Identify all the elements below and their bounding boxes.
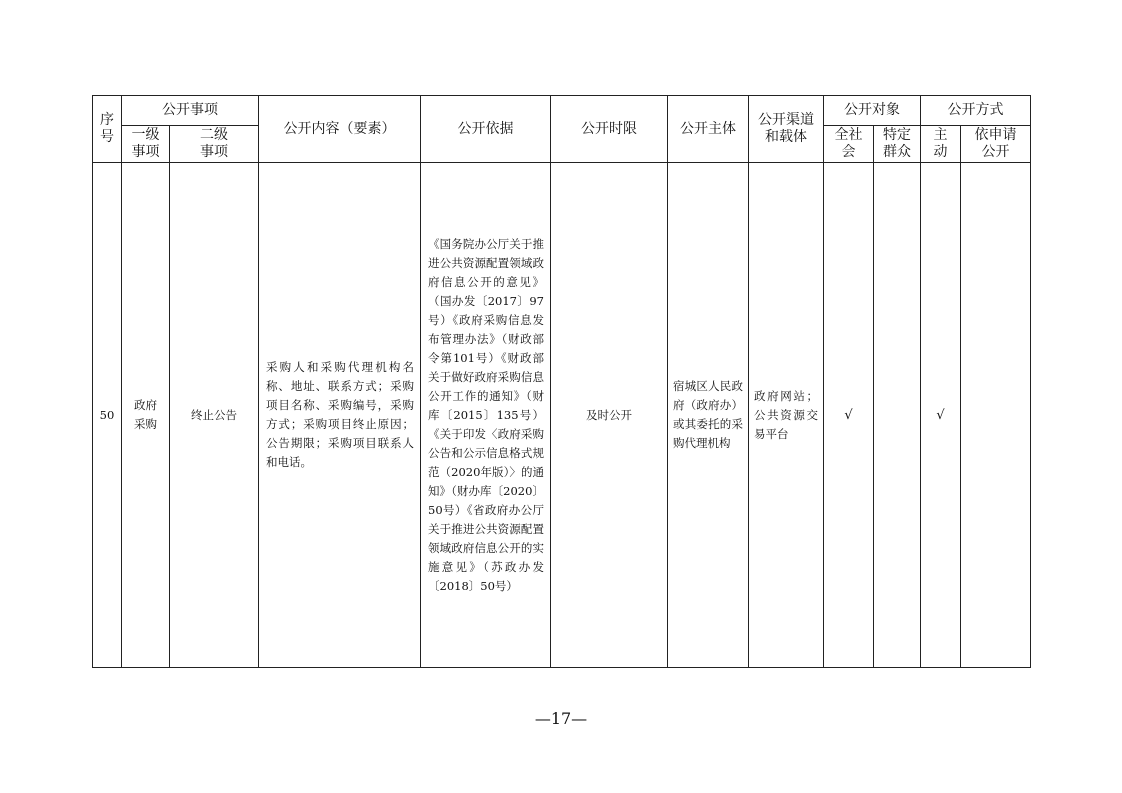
header-matter: 公开事项 <box>122 96 259 126</box>
cell-level2: 终止公告 <box>170 163 259 668</box>
cell-channel <box>749 163 824 668</box>
header-content: 公开内容（要素） <box>259 96 421 163</box>
cell-target-specific <box>874 163 921 668</box>
cell-content <box>259 163 421 668</box>
content-text: 采购人和采购代理机构名称、地址、联系方式；采购项目名称、采购编号，采购方式；采购项目终止原因；公告期限；采购项目联系人和电话。 <box>266 360 414 469</box>
cell-basis <box>421 163 551 668</box>
page-number: —17— <box>534 709 588 728</box>
header-channel: 公开渠道和载体 <box>749 96 824 163</box>
header-method: 公开方式 <box>921 96 1031 126</box>
cell-target-all: √ <box>824 163 874 668</box>
table-row <box>93 163 1031 668</box>
header-basis: 公开依据 <box>421 96 551 163</box>
header-subject: 公开主体 <box>668 96 749 163</box>
subject-text: 宿城区人民政府（政府办）或其委托的采购代理机构 <box>673 379 743 450</box>
header-target-specific: 特定群众 <box>874 126 921 163</box>
cell-time-limit: 及时公开 <box>551 163 668 668</box>
header-target-all: 全社会 <box>824 126 874 163</box>
header-row-1 <box>93 96 1031 126</box>
header-level1: 一级事项 <box>122 126 170 163</box>
basis-text: 《国务院办公厅关于推进公共资源配置领域政府信息公开的意见》（国办发〔2017〕97号）《政府采购信息发布管理办法》（财政部令第101号）《财政部关于做好政府采购信息公开工作的通知》（财库〔2015〕135号）《关于印发〈政府采购公告和公示信息格式规范（2020年版）〉的通知》（财办库〔2020〕50号）《省政府办公厅关于推进公共资源配置领域政府信息公开的实施意见》（苏政办发〔2018〕50号） <box>428 236 544 593</box>
header-seq: 序号 <box>93 96 122 163</box>
cell-seq: 50 <box>93 163 122 668</box>
disclosure-table <box>92 95 1031 668</box>
cell-subject <box>668 163 749 668</box>
cell-level1: 政府采购 <box>122 163 170 668</box>
header-method-active: 主动 <box>921 126 961 163</box>
header-method-apply: 依申请公开 <box>961 126 1031 163</box>
header-target: 公开对象 <box>824 96 921 126</box>
cell-method-active: √ <box>921 163 961 668</box>
channel-text: 政府网站；公共资源交易平台 <box>754 388 818 441</box>
header-level2: 二级事项 <box>170 126 259 163</box>
cell-method-apply <box>961 163 1031 668</box>
header-time-limit: 公开时限 <box>551 96 668 163</box>
